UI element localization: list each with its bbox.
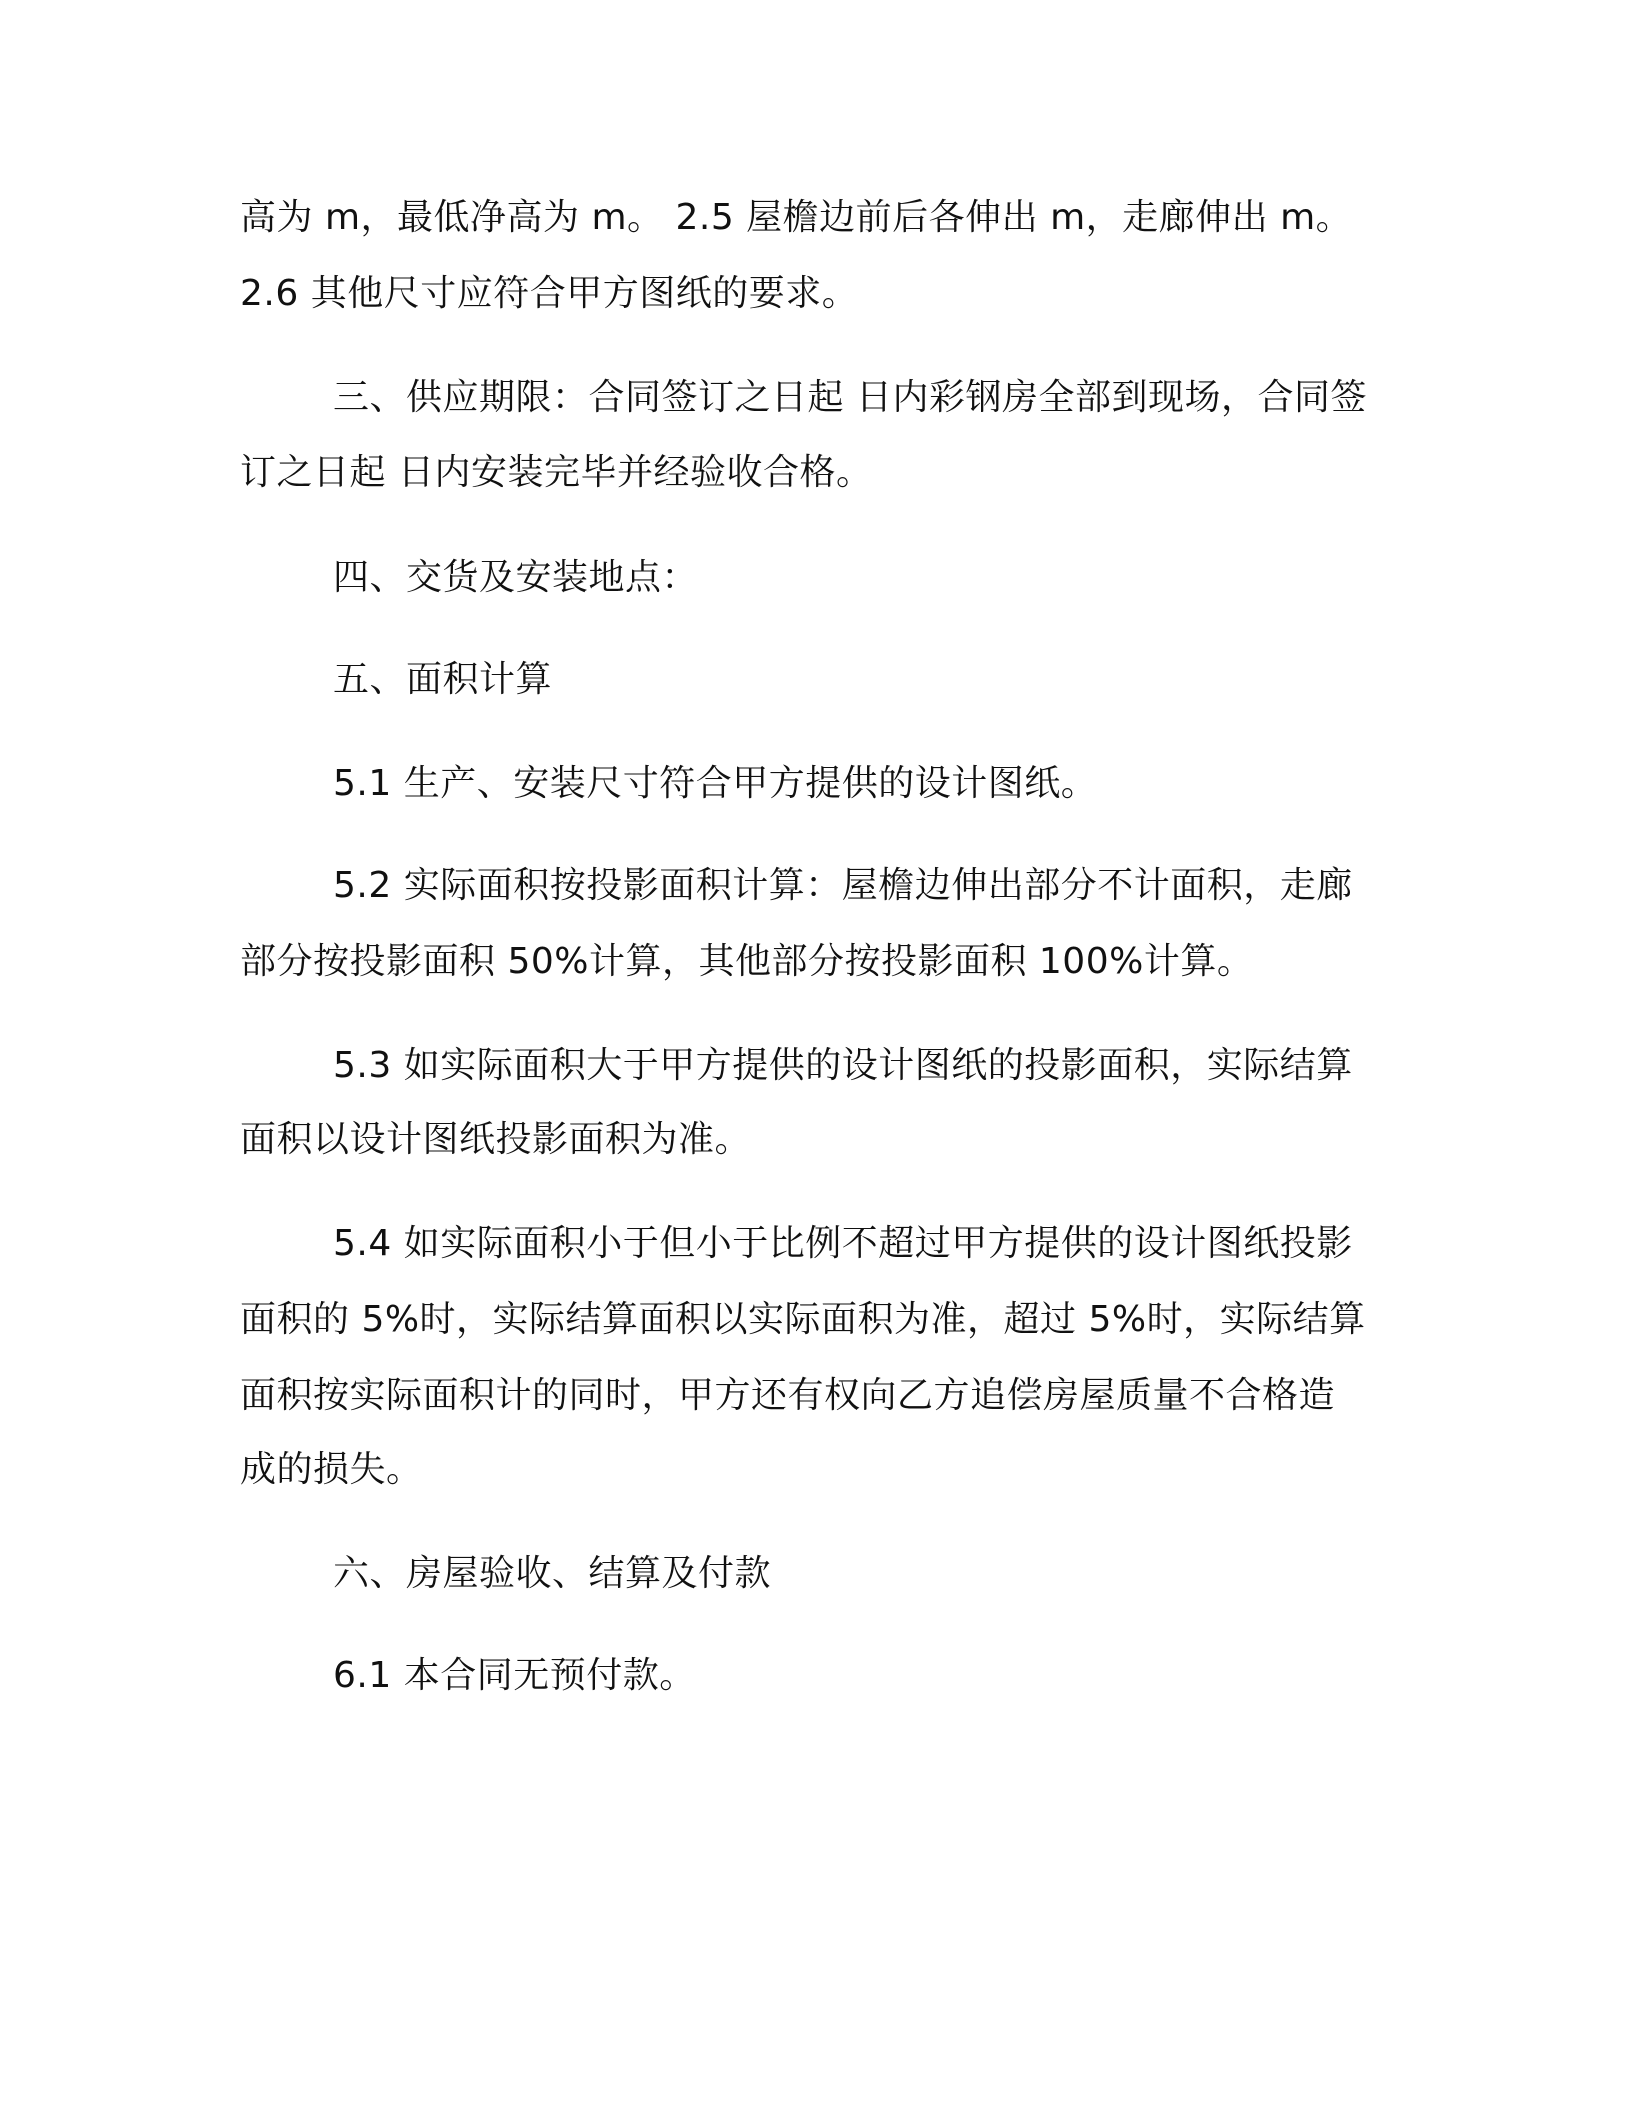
- text-line: 高为 m，最低净高为 m。 2.5 屋檐边前后各伸出 m，走廊伸出 m。: [240, 197, 1353, 238]
- text-line: 2.6 其他尺寸应符合甲方图纸的要求。: [240, 273, 859, 314]
- section-4-heading: 四、交货及安装地点：: [333, 557, 699, 598]
- text-line: 面积的 5%时，实际结算面积以实际面积为准，超过 5%时，实际结算: [240, 1299, 1366, 1340]
- clause-5-2-line: 5.2 实际面积按投影面积计算：屋檐边伸出部分不计面积，走廊: [333, 865, 1353, 906]
- clause-6-1: 6.1 本合同无预付款。: [333, 1655, 696, 1696]
- section-3-heading-line: 三、供应期限：合同签订之日起 日内彩钢房全部到现场，合同签: [333, 377, 1367, 418]
- text-line: 订之日起 日内安装完毕并经验收合格。: [240, 452, 873, 493]
- section-5-heading: 五、面积计算: [333, 659, 553, 700]
- text-line: 成的损失。: [240, 1449, 423, 1490]
- text-line: 面积以设计图纸投影面积为准。: [240, 1119, 752, 1160]
- text-line: 面积按实际面积计的同时，甲方还有权向乙方追偿房屋质量不合格造: [240, 1375, 1336, 1416]
- clause-5-3-line: 5.3 如实际面积大于甲方提供的设计图纸的投影面积，实际结算: [333, 1045, 1353, 1086]
- clause-5-1: 5.1 生产、安装尺寸符合甲方提供的设计图纸。: [333, 763, 1098, 804]
- section-6-heading: 六、房屋验收、结算及付款: [333, 1553, 772, 1594]
- text-line: 部分按投影面积 50%计算，其他部分按投影面积 100%计算。: [240, 941, 1254, 982]
- clause-5-4-line: 5.4 如实际面积小于但小于比例不超过甲方提供的设计图纸投影: [333, 1223, 1353, 1264]
